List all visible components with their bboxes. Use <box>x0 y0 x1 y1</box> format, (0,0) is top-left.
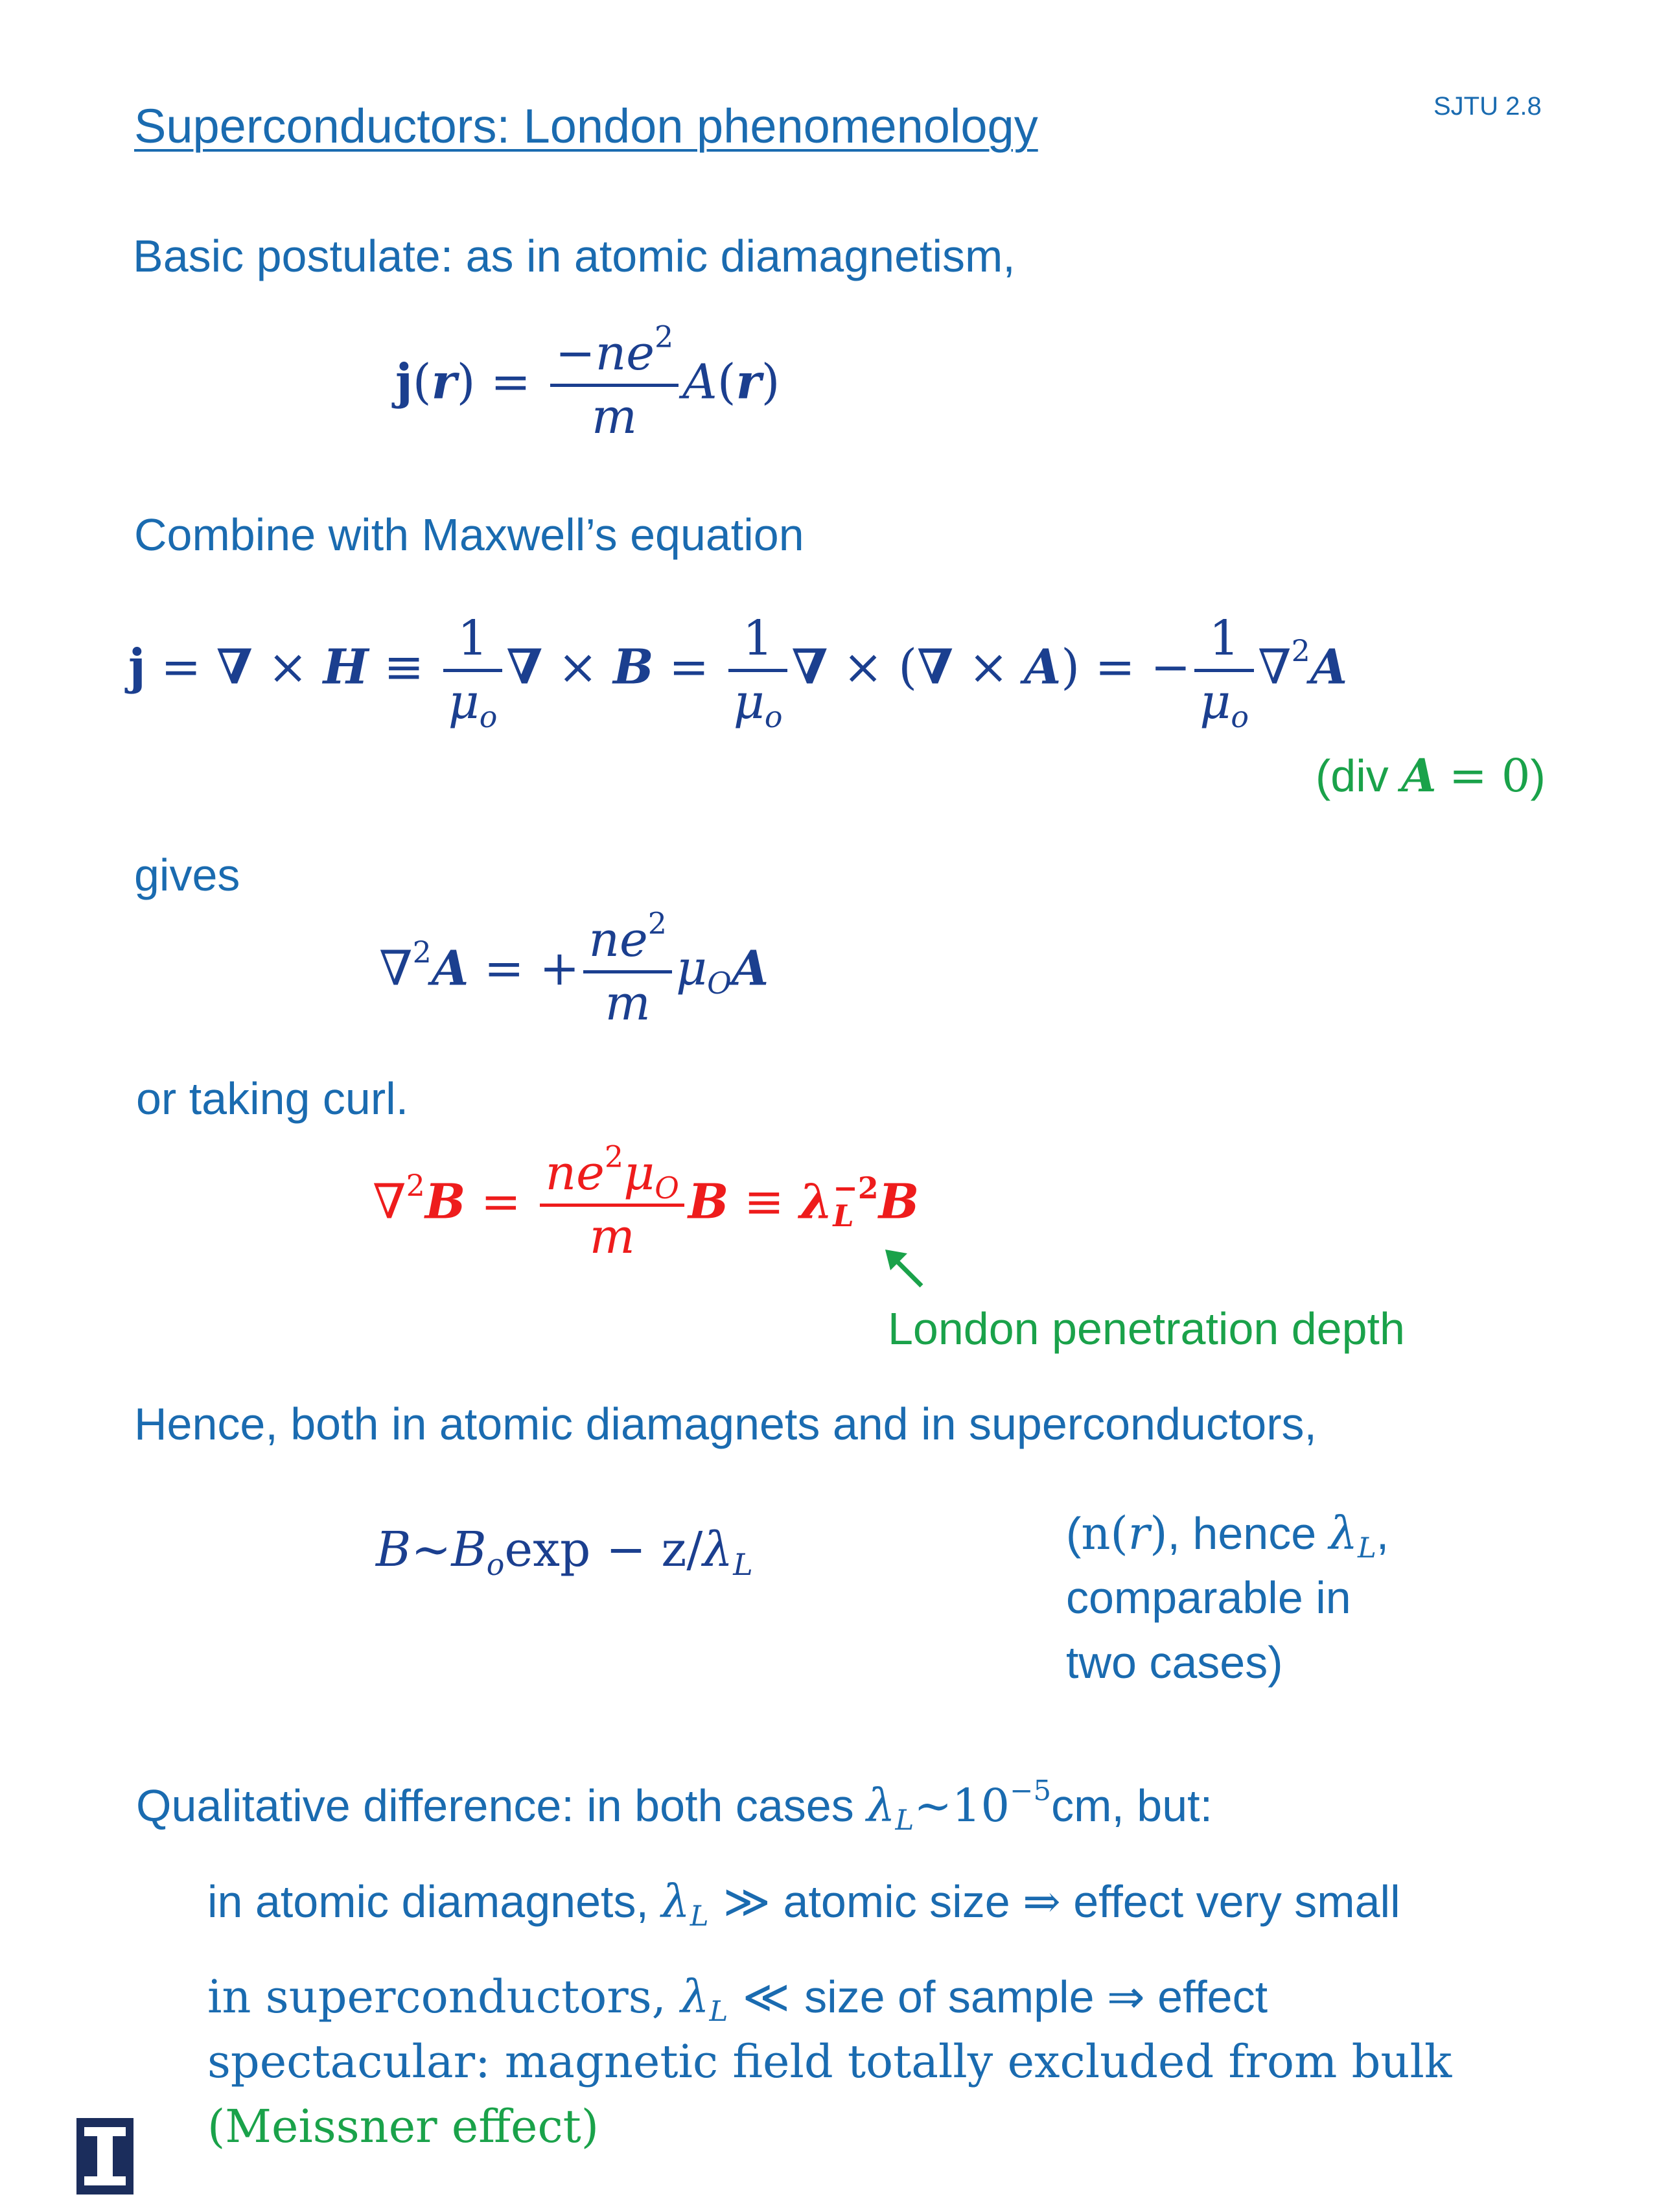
superconductors-line-1: in superconductors, $\lambda_L$ ≪ size of sample ⇒ effect <box>207 1970 1268 2029</box>
comparable-note-line-3: two cases) <box>1066 1637 1283 1688</box>
equation-current-density: j(r) = $\frac{-ne^2}{m}$ A(r) <box>395 319 780 445</box>
atomic-diamagnets-line: in atomic diamagnets, $\lambda_L$ ≫ atomic size ⇒ effect very small <box>207 1875 1400 1933</box>
equation-vector-potential: ∇$^2$A = + $\frac{ne^2}{m}$ $\mu_OA$ <box>379 905 769 1032</box>
superconductors-line-2: spectacular: magnetic field totally excluded from bulk <box>207 2035 1452 2088</box>
gives-text: gives <box>134 850 240 900</box>
illinois-block-i-logo <box>76 2118 133 2195</box>
slide-id: SJTU 2.8 <box>1433 92 1542 121</box>
taking-curl-text: or taking curl. <box>136 1073 409 1124</box>
equation-exponential-decay: $B\sim B_o\exp - z/\lambda_L$ <box>376 1522 753 1582</box>
hence-text: Hence, both in atomic diamagnets and in superconductors, <box>134 1399 1317 1449</box>
combine-maxwell-text: Combine with Maxwell’s equation <box>134 509 804 560</box>
equation-maxwell-chain: j = ∇ × H ≡ $\frac{1}{\mu_o}$ ∇ × B = $\frac{1}{\mu_o}$ ∇ × (∇ × A) = − $\frac{1}{\mu_o}$ ∇$^2$A <box>128 611 1348 735</box>
divergence-note: (div A = 0) <box>1316 749 1546 802</box>
comparable-note-line-2: comparable in <box>1066 1572 1351 1623</box>
qualitative-difference-text: Qualitative difference: in both cases $\lambda_L\sim 10^{-5}cm$, but: <box>136 1775 1213 1837</box>
comparable-note-line-1: (n(r), hence $\lambda_L$, <box>1066 1507 1389 1565</box>
london-penetration-label: London penetration depth <box>888 1303 1405 1354</box>
equation-london: ∇$^2$B = $\frac{ne^2\mu_O}{m}$ B ≡ λ −2 L B <box>373 1139 920 1265</box>
page-title: Superconductors: London phenomenology <box>134 99 1038 153</box>
meissner-effect-text: (Meissner effect) <box>207 2100 599 2153</box>
arrow-up-left-icon <box>881 1244 933 1296</box>
basic-postulate-text: Basic postulate: as in atomic diamagnetism, <box>133 231 1015 281</box>
